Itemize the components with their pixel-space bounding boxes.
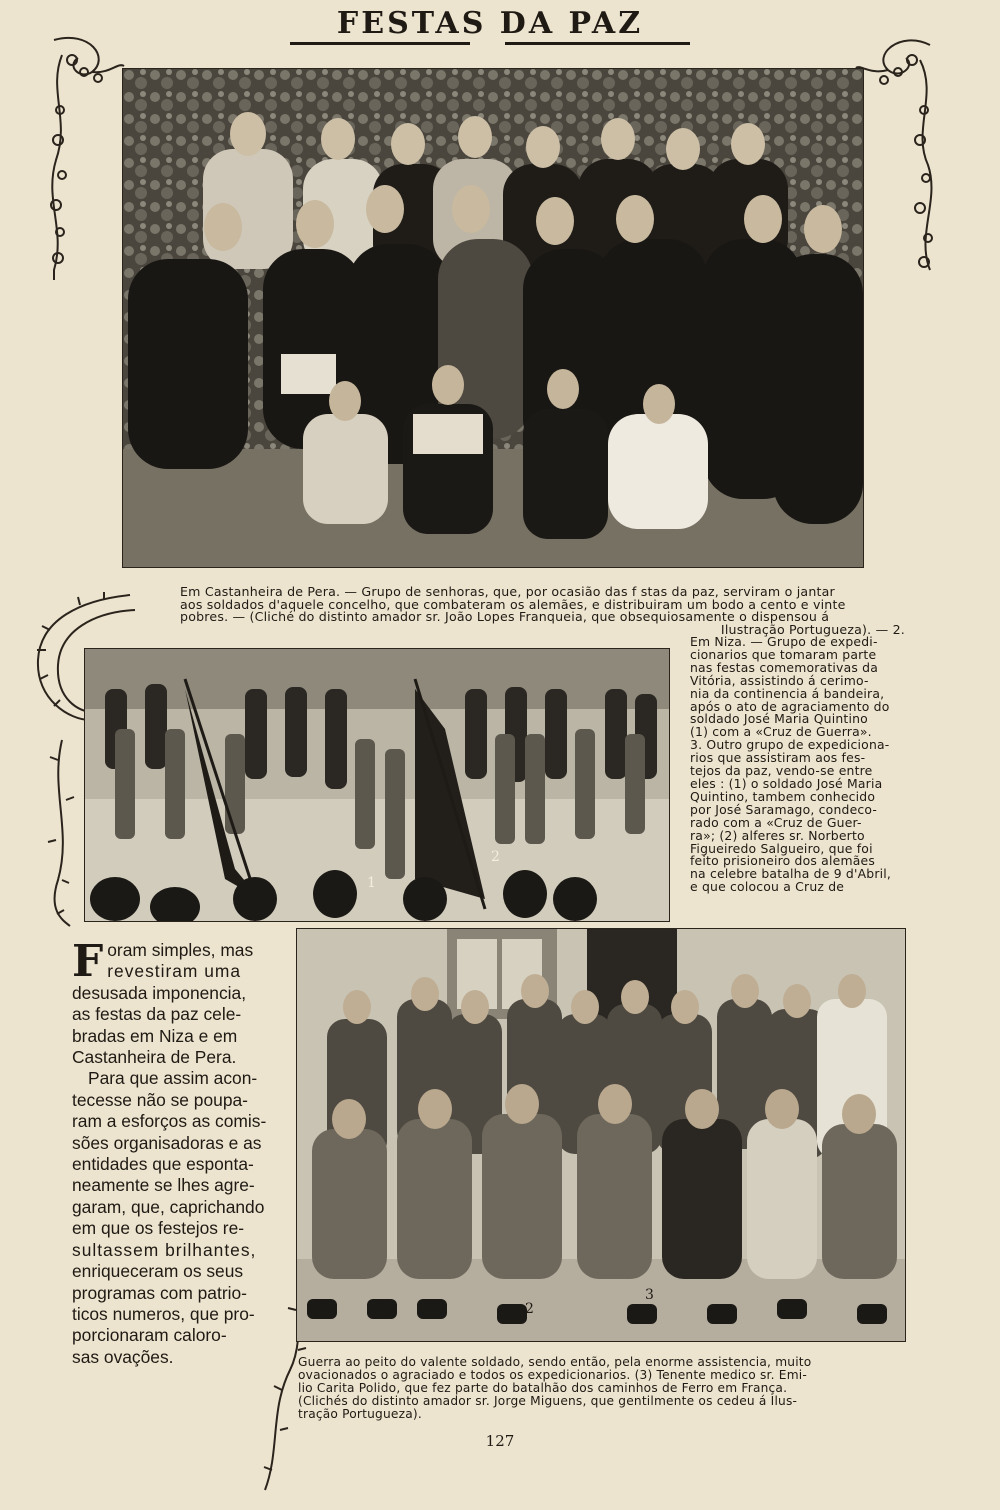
article-line: em que os festejos re- [72,1218,245,1239]
caption-line: rios que assistiram aos fes- [690,750,866,766]
article-line: bradas em Niza e em [72,1025,238,1046]
caption-line: e que colocou a Cruz de [690,879,845,895]
photo-castanheira-de-pera-women-group [122,68,864,568]
caption-photo-1 [180,586,905,636]
caption-line: Figueiredo Salgueiro, que foi [690,840,873,856]
article-line: as festas da paz cele- [72,1004,242,1025]
article-line: ram a esforços as comis- [72,1111,267,1132]
article-line: neamente se lhes agre- [72,1175,255,1196]
caption-line: pobres. — (Cliché do distinto amador sr. João Lopes Franqueia, que obsequiosamente o dispensou á [180,609,830,625]
caption-line: Ilustração Portugueza). — 2. [720,621,905,637]
caption-line: tração Portugueza). [298,1406,422,1421]
article-line: sas ovações. [72,1346,174,1367]
page-number: 127 [485,1432,515,1450]
photo-number-label: 2 [525,1301,534,1317]
caption-line: feito prisioneiro dos alemães [690,853,875,869]
article-line: revestiram uma [107,961,242,982]
caption-line: 3. Outro grupo de expediciona- [690,737,890,753]
page-title: FESTAS DA PAZ [336,6,644,41]
caption-line: ra»; (2) alferes sr. Norberto [690,827,865,843]
caption-line: Quintino, tambem conhecido [690,788,876,804]
caption-line: na celebre batalha de 9 d'Abril, [690,866,892,882]
caption-line: soldado José Maria Quintino [690,711,868,727]
article-line: programas com patrio- [72,1282,247,1303]
caption-line: eles : (1) o soldado José Maria [690,775,883,791]
article-line: desusada imponencia, [72,982,247,1003]
photo-number-label: 3 [645,1287,654,1303]
photo-number-label: 2 [491,849,500,865]
caption-line: ovacionados o agraciado e todos os expedicionarios. (3) Tenente medico sr. Emi- [298,1367,807,1382]
article-line: oram simples, mas [107,940,254,960]
photo-number-label: 1 [367,875,376,891]
caption-line: (Clichés do distinto amador sr. Jorge Miguens, que gentilmente os cedeu á Ilus- [298,1393,798,1408]
caption-line: tejos da paz, vendo-se entre [690,763,873,779]
article-line: enriqueceram os seus [72,1261,244,1282]
article-body [72,936,287,1368]
caption-line: Vitória, assistindo á cerimo- [690,672,869,688]
caption-line: cionarios que tomaram parte [690,646,877,662]
caption-line: por José Saramago, condeco- [690,801,878,817]
article-line: Castanheira de Pera. [72,1047,237,1068]
article-line: porcionaram caloro- [72,1325,227,1346]
caption-line: após o ato de agraciamento do [690,698,890,714]
article-line: entidades que esponta- [72,1154,254,1175]
caption-line: nia da continencia á bandeira, [690,685,885,701]
article-line: sultassem brilhantes, [72,1239,257,1260]
caption-line: Em Niza. — Grupo de expedi- [690,634,878,649]
article-line: Para que assim acon- [88,1068,258,1089]
article-line: ticos numeros, que pro- [72,1303,255,1324]
caption-photo-2-3-side [690,636,904,894]
caption-line: nas festas comemorativas da [690,659,879,675]
caption-line: Em Castanheira de Pera. — Grupo de senhoras, que, por ocasião das f stas da paz, serviram o jantar [180,584,835,599]
caption-line: Guerra ao peito do valente soldado, sendo então, pela enorme assistencia, muito [298,1355,812,1369]
article-line: garam, que, caprichando [72,1196,265,1217]
photo-expedicionarios-group [296,928,906,1342]
article-line: sões organisadoras e as [72,1132,262,1153]
caption-photo-3-continued [298,1356,904,1421]
caption-line: rado com a «Cruz de Guer- [690,814,862,830]
caption-line: (1) com a «Cruz de Guerra». [690,724,872,740]
caption-line: aos soldados d'aquele concelho, que combateram os alemães, e distribuiram um bodo a cento e vinte [180,596,846,612]
drop-cap: F [72,936,104,987]
article-line: tecesse não se poupa- [72,1089,248,1110]
caption-line: lio Carita Polido, que fez parte do batalhão dos caminhos de Ferro em França. [298,1380,788,1395]
photo-niza-flag-ceremony [84,648,670,922]
